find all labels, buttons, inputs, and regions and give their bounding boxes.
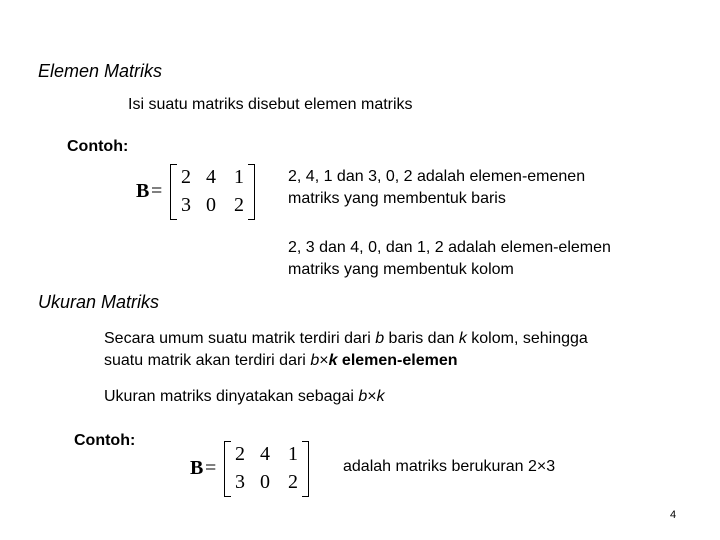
page-number: 4 [670, 509, 677, 521]
matrix-cell: 2 [234, 194, 244, 216]
matrix-cell: 4 [206, 166, 216, 188]
matrix-equals: = [151, 180, 163, 202]
size-para-line-2 [104, 350, 458, 372]
cols-note-line-1: 2, 3 dan 4, 0, dan 1, 2 adalah elemen-elemen [288, 239, 611, 256]
text-run: Secara umum suatu matrik terdiri dari [104, 330, 376, 347]
matrix-name: B [136, 180, 150, 202]
matrix-cell: 4 [260, 443, 270, 465]
matrix-b-1 [136, 164, 256, 222]
definition-text: Isi suatu matriks disebut elemen matriks [128, 96, 413, 113]
matrix-equals: = [205, 457, 217, 479]
matrix-cell: 2 [235, 443, 245, 465]
var-k: k [328, 352, 338, 369]
right-bracket [248, 164, 255, 220]
var-k: k [376, 388, 385, 405]
var-b: b [375, 330, 385, 347]
matrix-cell: 0 [260, 471, 270, 493]
size-para-line-1 [104, 328, 588, 350]
size-expression [104, 386, 385, 408]
matrix-name: B [190, 457, 204, 479]
matrix-cell: 2 [288, 471, 298, 493]
matrix-cell: 0 [206, 194, 216, 216]
example-label-2: Contoh: [74, 432, 136, 449]
var-b: b [310, 352, 320, 369]
times-symbol: × [319, 352, 329, 369]
matrix-b-2 [190, 441, 312, 499]
example-label-1: Contoh: [67, 138, 129, 155]
section-title-elemen: Elemen Matriks [38, 61, 163, 81]
matrix-cell: 3 [235, 471, 245, 493]
rows-note-line-2: matriks yang membentuk baris [288, 190, 506, 207]
matrix-cell: 1 [288, 443, 298, 465]
text-run: Ukuran matriks dinyatakan sebagai [104, 388, 359, 405]
times-symbol: × [367, 388, 377, 405]
size-note: adalah matriks berukuran 2×3 [343, 458, 556, 475]
matrix-cell: 3 [181, 194, 191, 216]
right-bracket [302, 441, 309, 497]
text-run: kolom, sehingga [466, 330, 588, 347]
text-run: elemen-elemen [337, 352, 458, 369]
var-k: k [458, 330, 467, 347]
matrix-cell: 1 [234, 166, 244, 188]
section-title-ukuran: Ukuran Matriks [38, 292, 160, 312]
text-run: baris dan [384, 330, 459, 347]
matrix-cell: 2 [181, 166, 191, 188]
rows-note-line-1: 2, 4, 1 dan 3, 0, 2 adalah elemen-emenen [288, 168, 586, 185]
cols-note-line-2: matriks yang membentuk kolom [288, 261, 514, 278]
var-b: b [358, 388, 368, 405]
text-run: suatu matrik akan terdiri dari [104, 352, 311, 369]
